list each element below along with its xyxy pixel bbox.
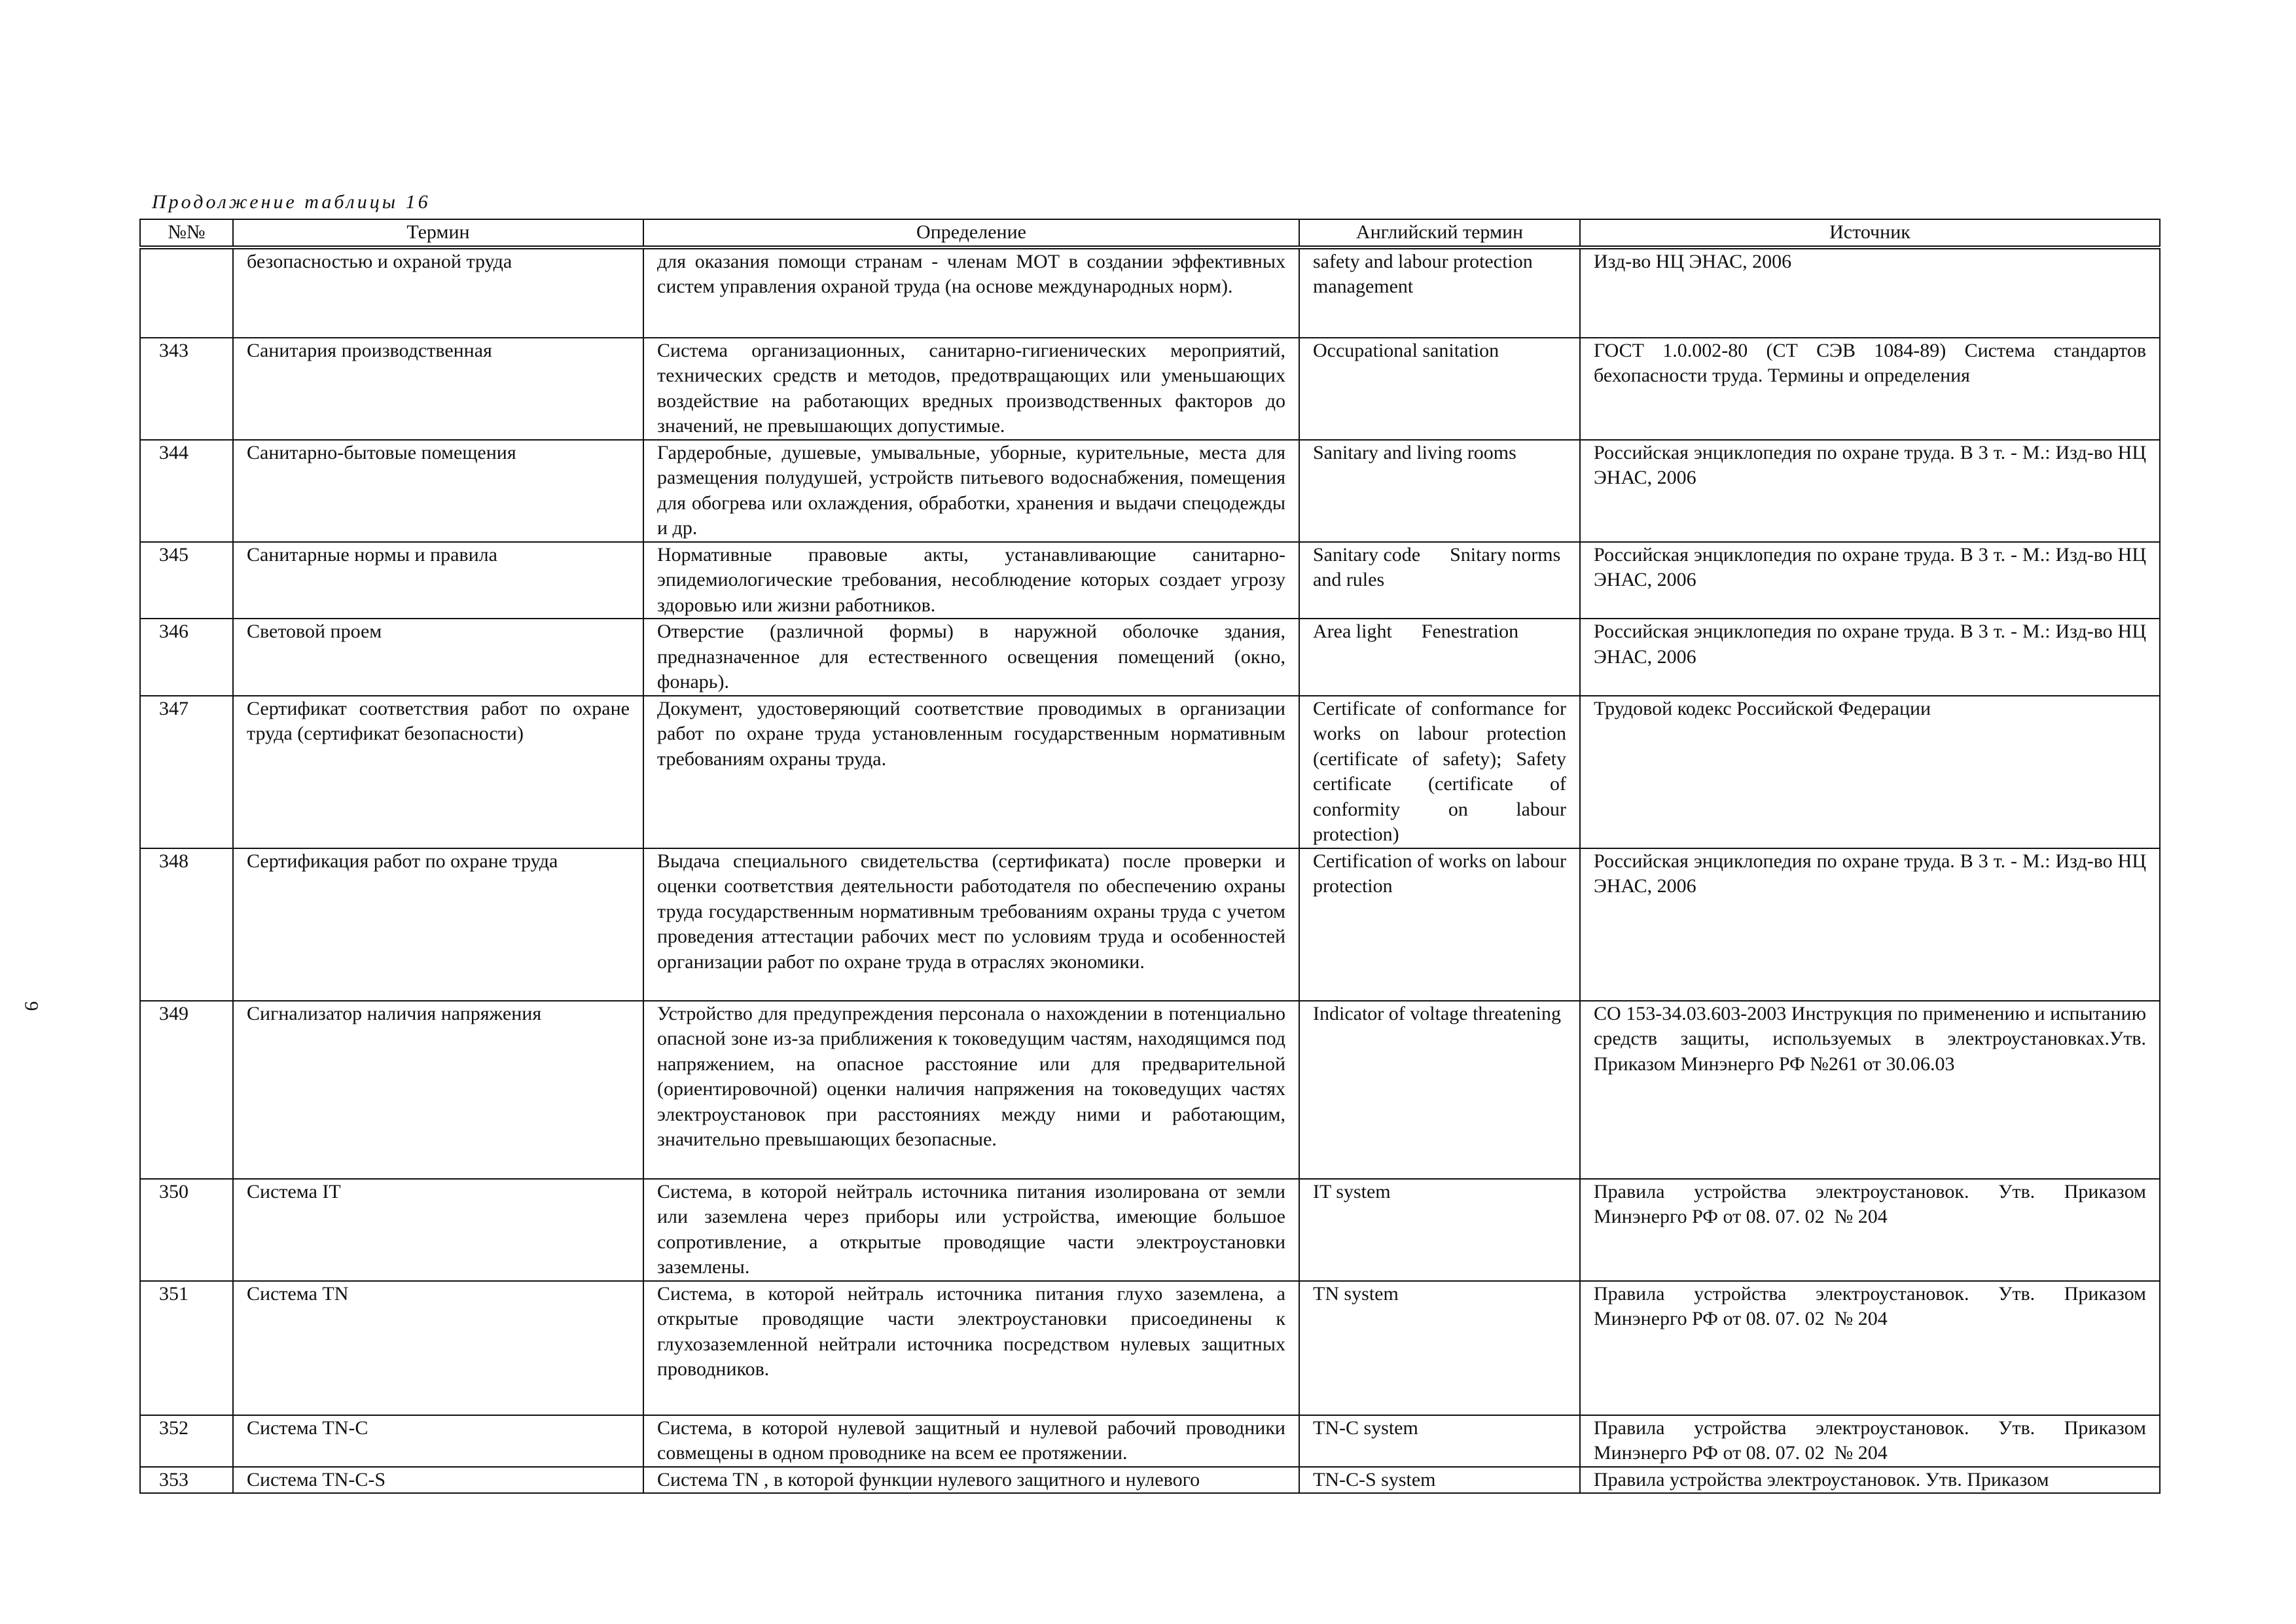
table-row [140, 1001, 2160, 1179]
row-english-term: Certification of works on labour protection [1299, 848, 1580, 1001]
row-english-term: TN-C-S system [1299, 1467, 1580, 1494]
row-english-term: Certificate of conformance for works on labour protection (certificate of safety); Safety certificate (certificate of conformity on labour protection) [1299, 696, 1580, 848]
row-definition: Система, в которой нейтраль источника питания изолирована от земли или заземлена через приборы или устройства, имеющие большое сопротивление, а открытые проводящие части электроустановки заземлены. [643, 1179, 1299, 1281]
row-definition: Гардеробные, душевые, умывальные, уборные, курительные, места для размещения полудушей, устройств питьевого водоснабжения, помещения для обогрева или охлаждения, обработки, хранения и выдачи спецодежды и др. [643, 440, 1299, 542]
row-definition: Отверстие (различной формы) в наружной оболочке здания, предназначенное для естественного освещения помещений (окно, фонарь). [643, 619, 1299, 696]
row-definition: Документ, удостоверяющий соответствие проводимых в организации работ по охране труда установленным государственным нормативным требованиям охраны труда. [643, 696, 1299, 848]
row-english-term: Indicator of voltage threatening [1299, 1001, 1580, 1179]
column-header-source: Источник [1580, 219, 2160, 247]
row-source: Российская энциклопедия по охране труда. В 3 т. - М.: Изд-во НЦ ЭНАС, 2006 [1580, 440, 2160, 542]
terms-table [139, 219, 2161, 1494]
table-row [140, 440, 2160, 542]
row-number: 350 [140, 1179, 233, 1281]
table-row [140, 1281, 2160, 1415]
row-source: СО 153-34.03.603-2003 Инструкция по применению и испытанию средств защиты, используемых в электроустановках.Утв. Приказом Минэнерго РФ №261 от 30.06.03 [1580, 1001, 2160, 1179]
row-source: Правила устройства электроустановок. Утв. Приказом Минэнерго РФ от 08. 07. 02 № 204 [1580, 1179, 2160, 1281]
table-row [140, 619, 2160, 696]
row-definition: Нормативные правовые акты, устанавливающие санитарно-эпидемиологические требования, несоблюдение которых создает угрозу здоровью или жизни работников. [643, 542, 1299, 619]
column-header-number: №№ [140, 219, 233, 247]
row-term: Санитарные нормы и правила [233, 542, 643, 619]
page-number: 9 [20, 1001, 43, 1011]
row-definition: Система организационных, санитарно-гигиенических мероприятий, технических средств и методов, предотвращающих или уменьшающих воздействие на работающих вредных производственных факторов до значений, не превышающих допустимые. [643, 338, 1299, 440]
row-english-term: TN-C system [1299, 1415, 1580, 1467]
row-number: 345 [140, 542, 233, 619]
row-number: 346 [140, 619, 233, 696]
row-number: 347 [140, 696, 233, 848]
row-source: Российская энциклопедия по охране труда. В 3 т. - М.: Изд-во НЦ ЭНАС, 2006 [1580, 619, 2160, 696]
row-definition: Устройство для предупреждения персонала о нахождении в потенциально опасной зоне из-за приближения к токоведущим частям, находящимся под напряжением, на опасное расстояние или для предварительной (ориентировочной) оценки наличия напряжения на токоведущих частях электроустановок при расстояниях между ними и работающим, значительно превышающих безопасные. [643, 1001, 1299, 1179]
row-number: 344 [140, 440, 233, 542]
row-definition: Система TN , в которой функции нулевого защитного и нулевого [643, 1467, 1299, 1494]
row-term: Сигнализатор наличия напряжения [233, 1001, 643, 1179]
table-row [140, 1179, 2160, 1281]
table-row [140, 338, 2160, 440]
column-header-english-term: Английский термин [1299, 219, 1580, 247]
table-row [140, 247, 2160, 338]
row-number [140, 247, 233, 338]
row-english-term: Occupational sanitation [1299, 338, 1580, 440]
row-english-term: safety and labour protection management [1299, 247, 1580, 338]
row-number: 348 [140, 848, 233, 1001]
row-term: Сертификат соответствия работ по охране труда (сертификат безопасности) [233, 696, 643, 848]
row-english-term: Area light Fenestration [1299, 619, 1580, 696]
row-term: Система TN-C-S [233, 1467, 643, 1494]
row-source: Правила устройства электроустановок. Утв. Приказом Минэнерго РФ от 08. 07. 02 № 204 [1580, 1415, 2160, 1467]
row-number: 343 [140, 338, 233, 440]
row-source: Трудовой кодекс Российской Федерации [1580, 696, 2160, 848]
table-row [140, 1467, 2160, 1494]
row-english-term: IT system [1299, 1179, 1580, 1281]
row-term: Система TN [233, 1281, 643, 1415]
row-number: 351 [140, 1281, 233, 1415]
row-term: Санитарно-бытовые помещения [233, 440, 643, 542]
row-english-term: TN system [1299, 1281, 1580, 1415]
row-source: Правила устройства электроустановок. Утв. Приказом [1580, 1467, 2160, 1494]
table-row [140, 848, 2160, 1001]
row-term: Санитария производственная [233, 338, 643, 440]
row-english-term: Sanitary code Snitary norms and rules [1299, 542, 1580, 619]
row-definition: Система, в которой нейтраль источника питания глухо заземлена, а открытые проводящие части электроустановки присоединены к глухозаземленной нейтрали источника посредством нулевых защитных проводников. [643, 1281, 1299, 1415]
row-source: Изд-во НЦ ЭНАС, 2006 [1580, 247, 2160, 338]
row-number: 353 [140, 1467, 233, 1494]
row-source: Российская энциклопедия по охране труда. В 3 т. - М.: Изд-во НЦ ЭНАС, 2006 [1580, 848, 2160, 1001]
row-term: Световой проем [233, 619, 643, 696]
row-definition: Выдача специального свидетельства (сертификата) после проверки и оценки соответствия деятельности работодателя по обеспечению охраны труда государственным нормативным требованиям охраны труда с учетом проведения аттестации рабочих мест по условиям труда и особенностей организации работ по охране труда в отраслях экономики. [643, 848, 1299, 1001]
row-number: 349 [140, 1001, 233, 1179]
table-row [140, 1415, 2160, 1467]
column-header-term: Термин [233, 219, 643, 247]
row-source: ГОСТ 1.0.002-80 (СТ СЭВ 1084-89) Система стандартов бехопасности труда. Термины и определения [1580, 338, 2160, 440]
row-definition: Система, в которой нулевой защитный и нулевой рабочий проводники совмещены в одном проводнике на всем ее протяжении. [643, 1415, 1299, 1467]
row-source: Правила устройства электроустановок. Утв. Приказом Минэнерго РФ от 08. 07. 02 № 204 [1580, 1281, 2160, 1415]
table-row [140, 542, 2160, 619]
row-term: Система IT [233, 1179, 643, 1281]
row-english-term: Sanitary and living rooms [1299, 440, 1580, 542]
row-number: 352 [140, 1415, 233, 1467]
table-row [140, 696, 2160, 848]
table-caption: Продолжение таблицы 16 [152, 191, 431, 213]
row-term: безопасностью и охраной труда [233, 247, 643, 338]
table-header-row [140, 219, 2160, 247]
row-term: Система TN-C [233, 1415, 643, 1467]
row-term: Сертификация работ по охране труда [233, 848, 643, 1001]
column-header-definition: Определение [643, 219, 1299, 247]
row-source: Российская энциклопедия по охране труда. В 3 т. - М.: Изд-во НЦ ЭНАС, 2006 [1580, 542, 2160, 619]
row-definition: для оказания помощи странам - членам МОТ в создании эффективных систем управления охраной труда (на основе международных норм). [643, 247, 1299, 338]
